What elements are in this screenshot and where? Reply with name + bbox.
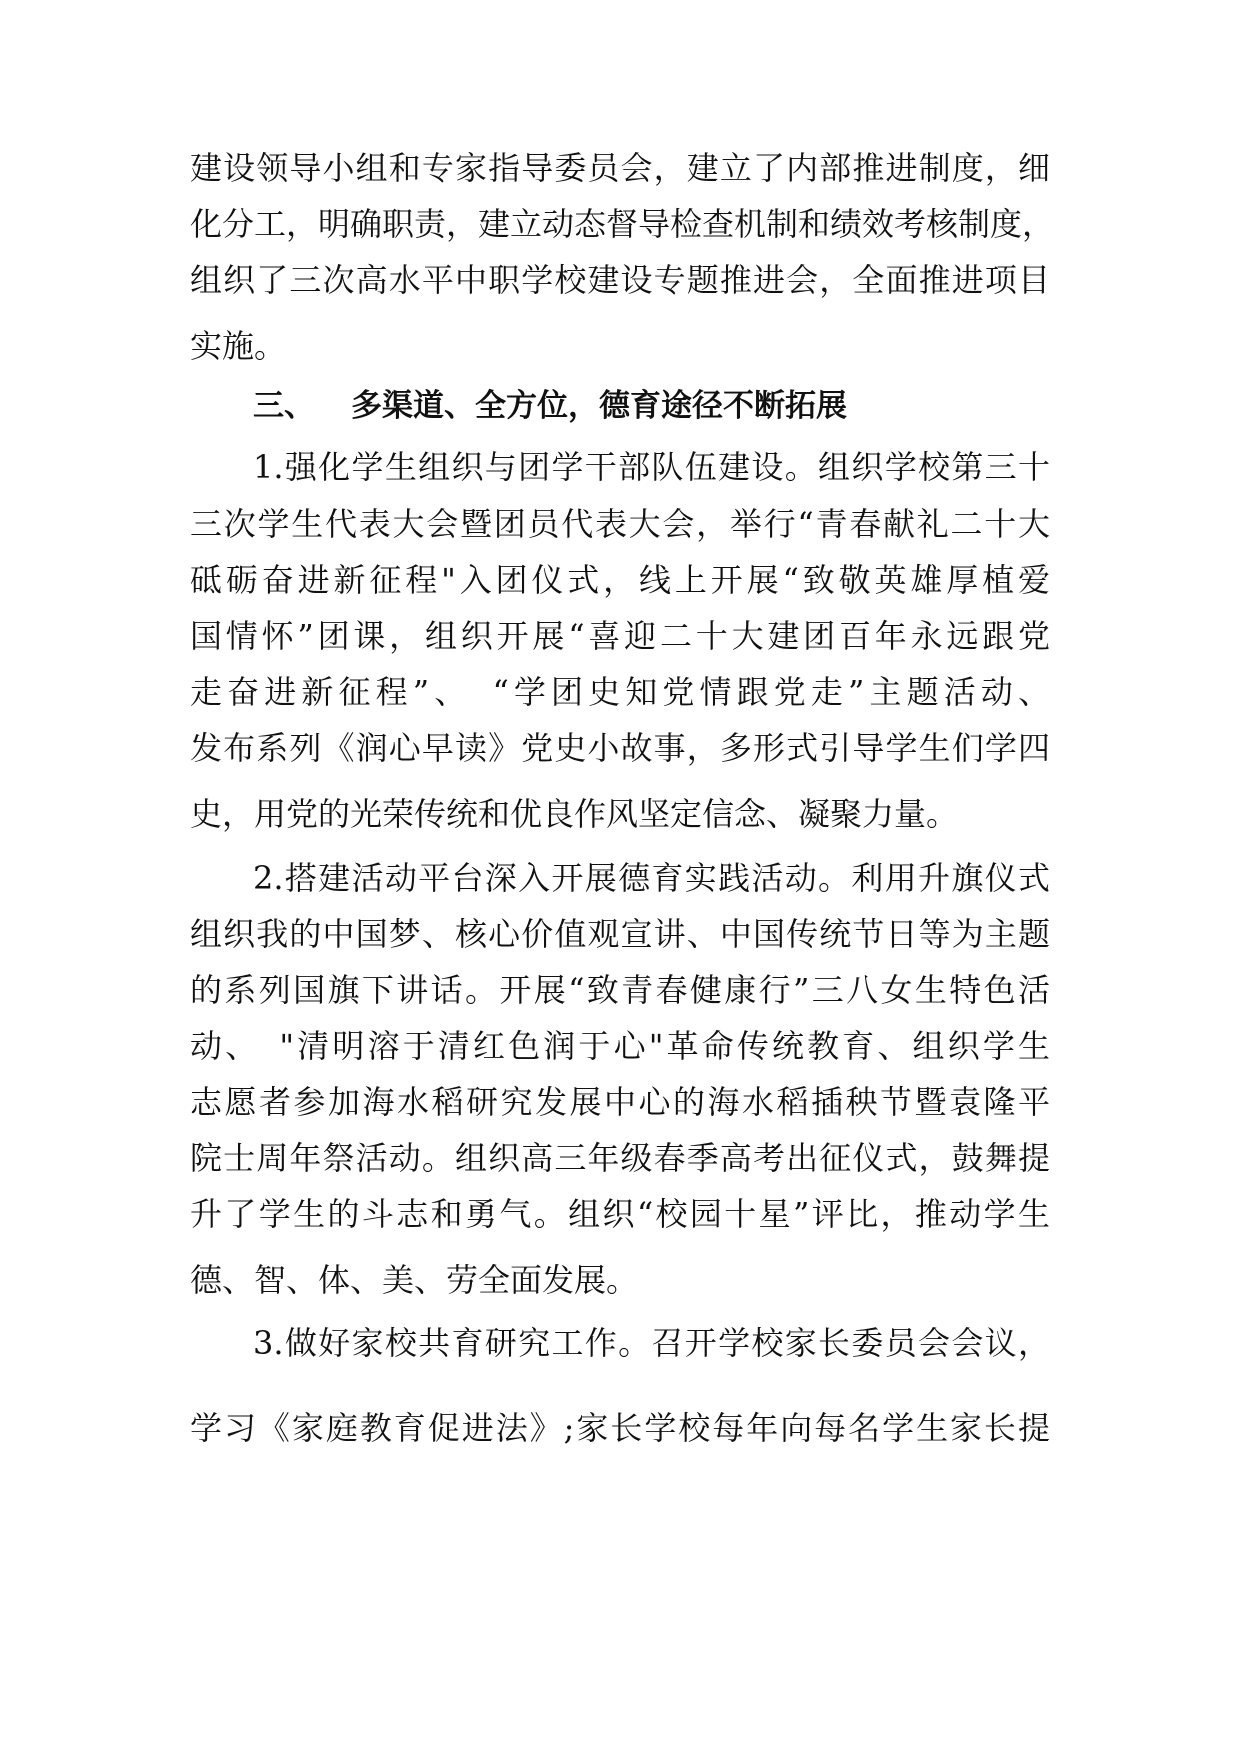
text-line: 1.强化学生组织与团学干部队伍建设。组织学校第三十	[253, 448, 1050, 486]
text-line: 动、 "清明溶于清红色润于心"革命传统教育、组织学生	[190, 1027, 1050, 1065]
text-line: 砥砺奋进新征程"入团仪式，线上开展“致敬英雄厚植爱	[190, 561, 1050, 599]
text-line: 建设领导小组和专家指导委员会，建立了内部推进制度，细	[190, 149, 1050, 187]
text-line: 的系列国旗下讲话。开展“致青春健康行”三八女生特色活	[190, 971, 1050, 1009]
text-line: 史，用党的光荣传统和优良作风坚定信念、凝聚力量。	[190, 795, 959, 833]
text-line: 走奋进新征程”、 “学团史知党情跟党走”主题活动、	[190, 673, 1050, 711]
text-line: 2.搭建活动平台深入开展德育实践活动。利用升旗仪式	[253, 859, 1050, 897]
text-line: 国情怀”团课，组织开展“喜迎二十大建团百年永远跟党	[190, 617, 1050, 655]
text-line: 志愿者参加海水稻研究发展中心的海水稻插秧节暨袁隆平	[190, 1083, 1050, 1121]
text-line: 三次学生代表大会暨团员代表大会，举行“青春献礼二十大	[190, 505, 1050, 543]
section-heading	[253, 376, 847, 436]
text-line: 实施。	[190, 327, 287, 365]
text-line: 3.做好家校共育研究工作。召开学校家长委员会会议，	[253, 1324, 1050, 1362]
text-line: 学习《家庭教育促进法》;家长学校每年向每名学生家长提	[190, 1409, 1050, 1447]
text-line: 升了学生的斗志和勇气。组织“校园十星”评比，推动学生	[190, 1195, 1050, 1233]
text-line: 组织了三次高水平中职学校建设专题推进会，全面推进项目	[190, 261, 1050, 299]
text-line: 组织我的中国梦、核心价值观宣讲、中国传统节日等为主题	[190, 915, 1050, 953]
text-line: 化分工，明确职责，建立动态督导检查机制和绩效考核制度，	[190, 205, 1055, 243]
text-line: 发布系列《润心早读》党史小故事，多形式引导学生们学四	[190, 729, 1050, 767]
section-heading-title: 多渠道、全方位，德育途径不断拓展	[351, 388, 847, 424]
section-heading-number: 三、	[253, 388, 315, 424]
text-line: 院士周年祭活动。组织高三年级春季高考出征仪式，鼓舞提	[190, 1139, 1050, 1177]
text-line: 德、智、体、美、劳全面发展。	[190, 1261, 639, 1299]
